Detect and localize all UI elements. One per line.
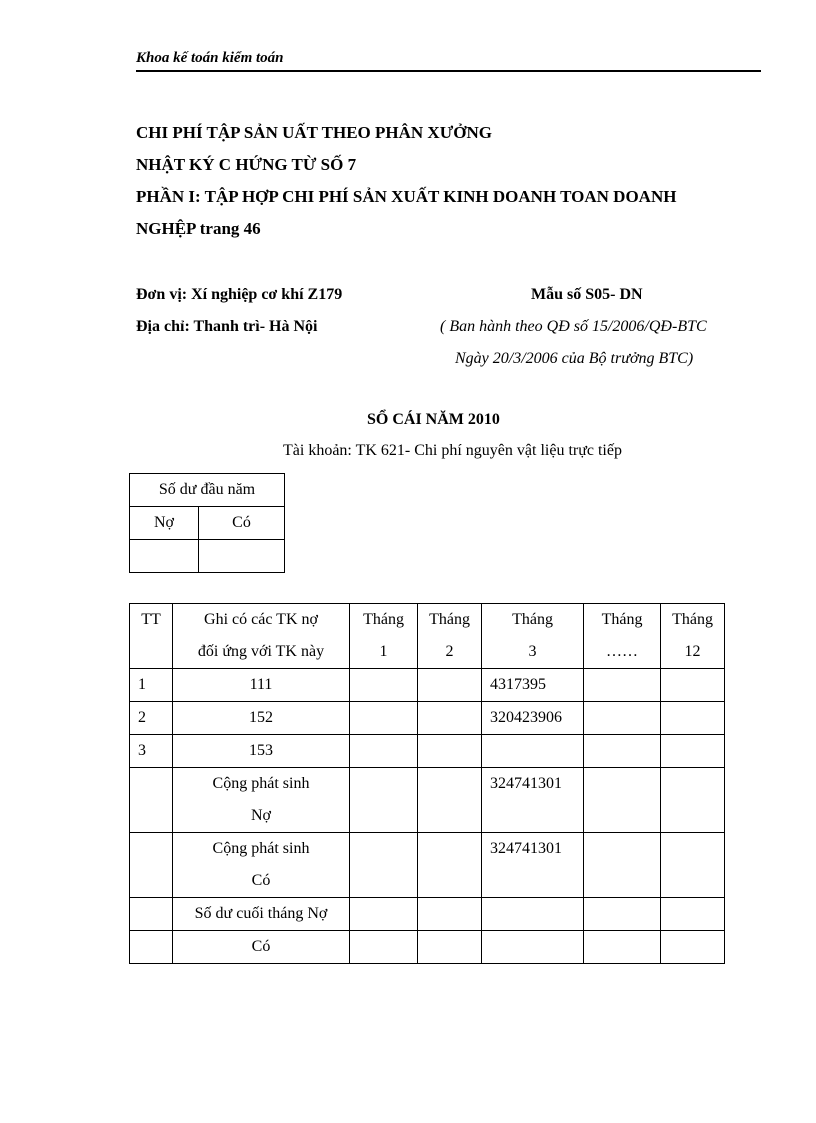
col-month-3: Tháng 3: [482, 604, 584, 669]
sum-debit-label: Cộng phát sinh Nợ: [173, 768, 350, 833]
col-month-1: Tháng 1: [350, 604, 418, 669]
col-description: Ghi có các TK nợ đối ứng với TK này: [173, 604, 350, 669]
unit-name: Đơn vị: Xí nghiệp cơ khí Z179: [136, 286, 343, 303]
table-row: [130, 735, 725, 768]
opening-debit-value: [130, 540, 199, 573]
opening-credit-value: [199, 540, 285, 573]
account-line: Tài khoản: TK 621- Chi phí nguyên vật liệu trực tiếp: [283, 442, 622, 459]
table-row: [130, 669, 725, 702]
closing-debit-label: Số dư cuối tháng Nợ: [173, 898, 350, 931]
unit-address: Địa chỉ: Thanh trì- Hà Nội: [136, 318, 318, 335]
row-month-3: 320423906: [482, 702, 584, 735]
opening-balance-header: Số dư đầu năm: [130, 474, 285, 507]
sum-debit-row: [130, 768, 725, 833]
col-month-12: Tháng 12: [661, 604, 725, 669]
col-month-2: Tháng 2: [418, 604, 482, 669]
row-desc: 111: [173, 669, 350, 702]
row-month-3: [482, 735, 584, 768]
table-header-row: [130, 604, 725, 669]
opening-credit-label: Có: [199, 507, 285, 540]
row-tt: 2: [130, 702, 173, 735]
doc-title-4: NGHỆP trang 46: [136, 219, 261, 238]
closing-debit-row: [130, 898, 725, 931]
department-header: Khoa kế toán kiểm toán: [136, 50, 284, 66]
ledger-title: SỔ CÁI NĂM 2010: [367, 411, 500, 428]
sum-credit-label: Cộng phát sinh Có: [173, 833, 350, 898]
sum-credit-row: [130, 833, 725, 898]
header-rule: [136, 70, 761, 72]
row-tt: 3: [130, 735, 173, 768]
doc-title-1: CHI PHÍ TẬP SẢN UẤT THEO PHÂN XƯỞNG: [136, 123, 492, 142]
row-month-3: 4317395: [482, 669, 584, 702]
doc-title-2: NHẬT KÝ C HỨNG TỪ SỐ 7: [136, 155, 357, 174]
closing-credit-label: Có: [173, 931, 350, 964]
opening-balance-table: [129, 473, 285, 573]
closing-credit-row: [130, 931, 725, 964]
table-row: [130, 702, 725, 735]
form-number: Mẫu số S05- DN: [531, 286, 643, 303]
issued-date: Ngày 20/3/2006 của Bộ trưởng BTC): [455, 350, 694, 367]
issued-by: ( Ban hành theo QĐ số 15/2006/QĐ-BTC: [440, 318, 707, 335]
doc-title-3: PHẦN I: TẬP HỢP CHI PHÍ SẢN XUẤT KINH DOANH TOAN DOANH: [136, 187, 677, 206]
sum-credit-month-3: 324741301: [482, 833, 584, 898]
sum-debit-month-3: 324741301: [482, 768, 584, 833]
row-desc: 152: [173, 702, 350, 735]
ledger-table: [129, 603, 725, 964]
col-tt: TT: [130, 604, 173, 669]
row-desc: 153: [173, 735, 350, 768]
row-tt: 1: [130, 669, 173, 702]
col-month-x: Tháng ……: [584, 604, 661, 669]
opening-debit-label: Nợ: [130, 507, 199, 540]
